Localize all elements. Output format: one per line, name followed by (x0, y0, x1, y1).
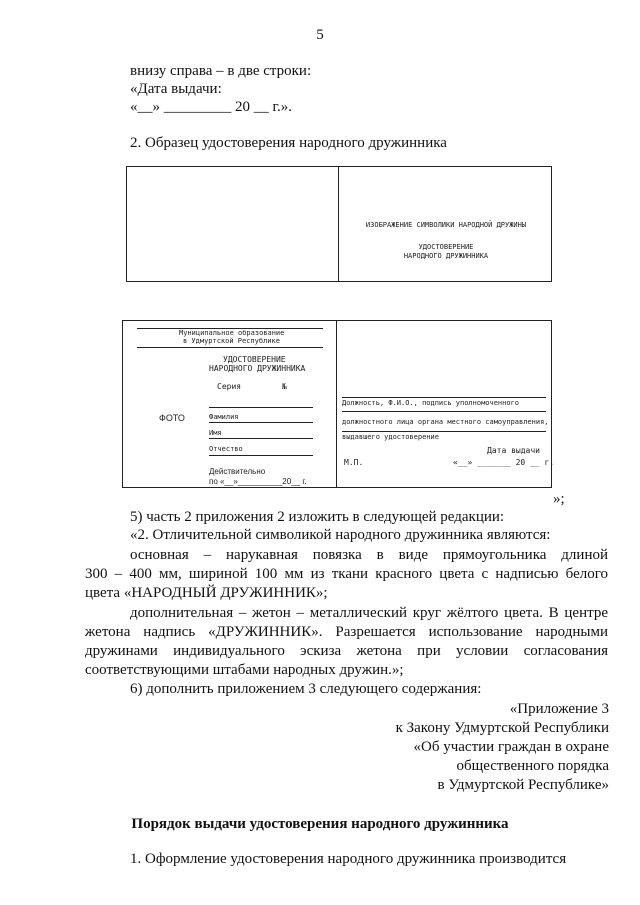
closing-mark: »; (553, 491, 565, 507)
card-front (126, 166, 552, 282)
extra-symbol-line-2: жетона надпись «ДРУЖИННИК». Разрешается использование народными (85, 624, 608, 640)
order-paragraph-1: 1. Оформление удостоверения народного дружинника производится (130, 851, 567, 867)
order-heading: Порядок выдачи удостоверения народного дружинника (131, 816, 509, 832)
name-label: Имя (209, 429, 222, 437)
appendix-line-2: к Закону Удмуртской Республики (395, 720, 609, 736)
main-symbol-line-1: основная – нарукавная повязка в виде прямоугольника длиной (130, 547, 608, 563)
card-front-fold (338, 167, 339, 281)
field-line-top (209, 407, 313, 408)
paragraph-6: 6) дополнить приложением 3 следующего содержания: (130, 681, 482, 697)
appendix-line-5: в Удмуртской Республике» (437, 777, 609, 793)
appendix-line-1: «Приложение 3 (509, 701, 609, 717)
page-number: 5 (316, 27, 324, 43)
inner-title-2: НАРОДНОГО ДРУЖИННИКА (209, 364, 306, 373)
section-heading: 2. Образец удостоверения народного дружинника (130, 135, 447, 151)
issue-date-label: Дата выдачи (487, 446, 540, 455)
right-caption-1: Должность, Ф.И.О., подпись уполномоченного (342, 399, 520, 407)
intro-line-2: «Дата выдачи: (130, 81, 222, 97)
photo-placeholder: ФОТО (159, 413, 185, 423)
inner-title-1: УДОСТОВЕРЕНИЕ (223, 355, 286, 364)
right-line-3 (342, 431, 546, 432)
appendix-line-3: «Об участии граждан в охране (413, 739, 609, 755)
card-front-symbolics: ИЗОБРАЖЕНИЕ СИМВОЛИКИ НАРОДНОЙ ДРУЖИНЫ (365, 221, 527, 229)
patronymic-label: Отчество (209, 445, 243, 453)
intro-line-3: «__» _________ 20 __ г.». (130, 99, 292, 115)
patronymic-line (209, 455, 313, 456)
right-line-1 (342, 397, 546, 398)
mp-label: М.П. (344, 458, 364, 467)
valid-date: по «__»__________20__ г. (209, 477, 307, 486)
extra-symbol-line-3: дружинами индивидуального эскиза жетона при условии согласования (85, 643, 608, 659)
paragraph-5: 5) часть 2 приложения 2 изложить в следующей редакции: (130, 509, 505, 525)
right-caption-2: должностного лица органа местного самоуправления, (342, 418, 549, 426)
municipality-line-2: в Удмуртской Республике (183, 337, 280, 345)
card-inner-fold (336, 321, 337, 487)
series-label: Серия (217, 382, 242, 391)
municipality-underline (137, 347, 323, 348)
extra-symbol-line-1: дополнительная – жетон – металлический круг жёлтого цвета. В центре (130, 605, 608, 621)
intro-line-1: внизу справа – в две строки: (130, 63, 312, 79)
card-front-title-2: НАРОДНОГО ДРУЖИННИКА (403, 252, 489, 260)
right-line-2 (342, 411, 546, 412)
surname-line (209, 422, 313, 423)
paragraph-quote: «2. Отличительной символикой народного дружинника являются: (130, 527, 551, 543)
surname-label: Фамилия (209, 413, 239, 421)
card-front-title-1: УДОСТОВЕРЕНИЕ (418, 243, 474, 251)
card-inner (122, 320, 555, 488)
main-symbol-line-3: цвета «НАРОДНЫЙ ДРУЖИННИК»; (85, 585, 328, 601)
issue-date-line: «__» _______ 20 __ г. (453, 458, 555, 467)
extra-symbol-line-4: соответствующими штабами народных дружин.»; (85, 662, 404, 678)
name-line (209, 438, 313, 439)
municipality-line-1: Муниципальное образование (179, 329, 285, 337)
appendix-line-4: общественного порядка (456, 758, 609, 774)
main-symbol-line-2: 300 – 400 мм, шириной 100 мм из ткани красного цвета с надписью белого (85, 566, 608, 582)
number-label: № (282, 382, 287, 391)
valid-label: Действительно (209, 467, 266, 476)
right-caption-3: выдавшего удостоверение (342, 433, 439, 441)
